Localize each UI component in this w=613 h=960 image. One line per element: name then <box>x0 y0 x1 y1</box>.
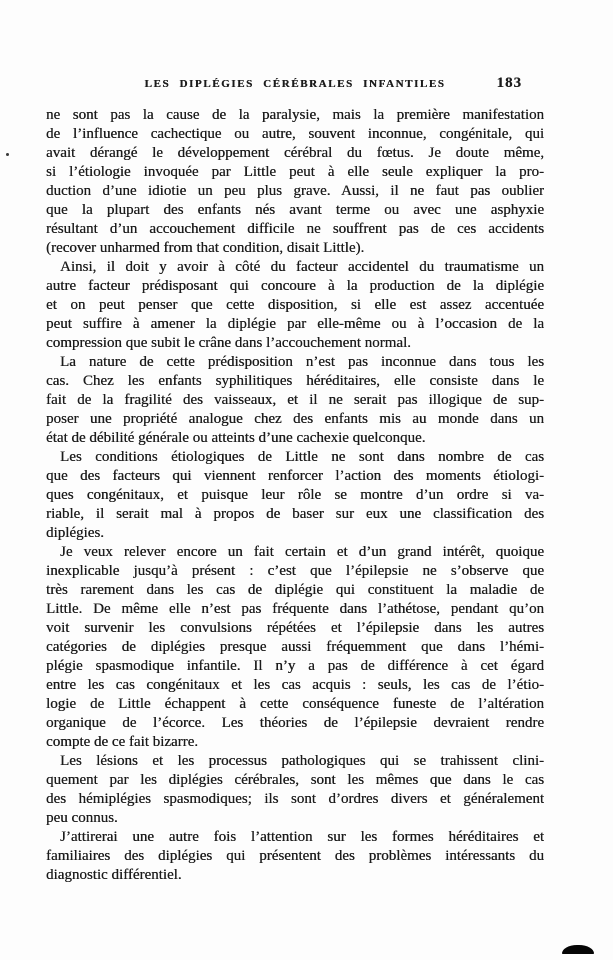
text-line: peut suffire à amener la diplégie par elle-même ou à l’occasion de la <box>46 316 544 332</box>
text-line: avait dérangé le développement cérébral du fœtus. Je doute même, <box>46 145 544 161</box>
text-line: J’attirerai une autre fois l’attention sur les formes héréditaires et <box>60 829 544 845</box>
text-line: autre facteur prédisposant qui concoure à la production de la diplégie <box>46 278 544 294</box>
text-line: que la plupart des enfants nés avant terme ou avec une asphyxie <box>46 202 544 218</box>
text-line: si l’étiologie invoquée par Little peut à elle seule expliquer la pro- <box>46 164 544 180</box>
text-line: compression que subit le crâne dans l’accouchement normal. <box>46 335 411 351</box>
text-line: ques congénitaux, et puisque leur rôle se montre d’un ordre si va- <box>46 487 544 503</box>
text-line: diplégies. <box>46 525 104 541</box>
running-head <box>46 75 544 96</box>
text-line: riable, il serait mal à propos de baser sur eux une classification des <box>46 506 544 522</box>
text-line: poser une propriété analogue chez des enfants mis au monde dans un <box>46 411 544 427</box>
running-title: LES DIPLÉGIES CÉRÉBRALES INFANTILES <box>144 78 446 90</box>
text-line: compte de ce fait bizarre. <box>46 734 198 750</box>
text-line: (recover unharmed from that condition, disait Little). <box>46 240 365 256</box>
bottom-scan-blot-artifact <box>562 945 594 954</box>
text-line: résultant d’un accouchement difficile ne souffrent pas de ces accidents <box>46 221 544 237</box>
page-body <box>46 106 544 885</box>
text-line: entre les cas congénitaux et les cas acquis : seuls, les cas de l’étio- <box>46 677 544 693</box>
text-line: logie de Little échappent à cette conséquence funeste de l’altération <box>46 696 544 712</box>
text-line: voit survenir les convulsions répétées et l’épilepsie dans les autres <box>46 620 544 636</box>
paragraph <box>46 543 544 752</box>
paragraph <box>46 258 544 353</box>
text-line: très rarement dans les cas de diplégie qui constituent la maladie de <box>46 582 544 598</box>
text-line: duction d’une idiotie un peu plus grave. Aussi, il ne faut pas oublier <box>46 183 544 199</box>
paragraph <box>46 448 544 543</box>
text-line: Je veux relever encore un fait certain et d’un grand intérêt, quoique <box>60 544 544 560</box>
text-line: fait de la fragilité des vaisseaux, et il ne serait pas illogique de sup- <box>46 392 544 408</box>
paragraph <box>46 353 544 448</box>
text-line: cas. Chez les enfants syphilitiques héréditaires, elle consiste dans le <box>46 373 544 389</box>
text-line: ne sont pas la cause de la paralysie, mais la première manifestation <box>46 107 544 123</box>
text-line: Les lésions et les processus pathologiques qui se trahissent clini- <box>60 753 544 769</box>
paragraph <box>46 828 544 885</box>
text-line: peu connus. <box>46 810 118 826</box>
text-line: La nature de cette prédisposition n’est pas inconnue dans tous les <box>60 354 544 370</box>
text-line: que des facteurs qui viennent renforcer l’action des moments étiologi- <box>46 468 544 484</box>
text-line: des hémiplégies spasmodiques; ils sont d’ordres divers et généralement <box>46 791 544 807</box>
text-line: et on peut penser que cette disposition, si elle est assez accentuée <box>46 297 544 313</box>
text-line: catégories de diplégies presque aussi fréquemment que dans l’hémi- <box>46 639 544 655</box>
page-number: 183 <box>496 75 522 91</box>
text-line: état de débilité générale ou atteints d’une cachexie quelconque. <box>46 430 426 446</box>
text-line: familiaires des diplégies qui présentent des problèmes intéressants du <box>46 848 544 864</box>
text-line: Les conditions étiologiques de Little ne sont dans nombre de cas <box>60 449 544 465</box>
text-line: diagnostic différentiel. <box>46 867 182 883</box>
margin-ink-dot-artifact <box>6 153 9 156</box>
text-line: plégie spasmodique infantile. Il n’y a pas de différence à cet égard <box>46 658 544 674</box>
paragraph <box>46 106 544 258</box>
paragraph <box>46 752 544 828</box>
text-line: Little. De même elle n’est pas fréquente dans l’athétose, pendant qu’on <box>46 601 544 617</box>
text-line: de l’influence cachectique ou autre, souvent inconnue, congénitale, qui <box>46 126 544 142</box>
text-line: organique de l’écorce. Les théories de l’épilepsie devraient rendre <box>46 715 544 731</box>
text-line: inexplicable jusqu’à présent : c’est que l’épilepsie ne s’observe que <box>46 563 544 579</box>
text-line: Ainsi, il doit y avoir à côté du facteur accidentel du traumatisme un <box>60 259 544 275</box>
text-line: quement par les diplégies cérébrales, sont les mêmes que dans le cas <box>46 772 544 788</box>
